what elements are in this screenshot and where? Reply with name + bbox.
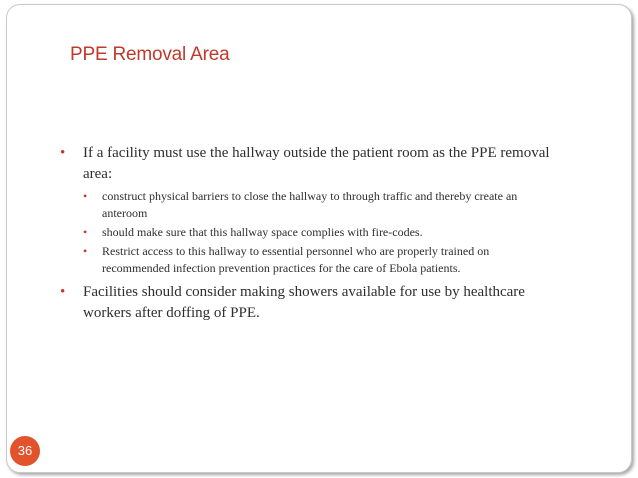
bullet-list	[60, 143, 560, 324]
sub-bullet-text: construct physical barriers to close the hallway to through traffic and thereby create an anteroom	[102, 189, 518, 220]
bullet-icon: •	[83, 244, 88, 258]
bullet-item-1	[60, 143, 560, 277]
sub-bullet-text: Restrict access to this hallway to essential personnel who are properly trained on recommended infection prevention practices for the care of Ebola patients.	[102, 244, 490, 275]
sub-bullet-item-1	[83, 188, 560, 222]
bullet-icon: •	[60, 145, 66, 161]
bullet-icon: •	[83, 225, 88, 239]
bullet-icon: •	[60, 284, 66, 300]
sub-bullet-list	[83, 188, 560, 277]
bullet-text: Facilities should consider making showers available for use by healthcare workers after doffing of PPE.	[83, 284, 525, 321]
sub-bullet-item-2	[83, 224, 560, 241]
slide-title: PPE Removal Area	[70, 44, 230, 65]
slide-content	[60, 143, 560, 329]
sub-bullet-item-3	[83, 243, 560, 277]
bullet-icon: •	[83, 189, 88, 203]
bullet-item-2	[60, 282, 560, 324]
sub-bullet-text: should make sure that this hallway space complies with fire-codes.	[102, 225, 423, 239]
bullet-text: If a facility must use the hallway outside the patient room as the PPE removal area:	[83, 145, 550, 182]
page-number-badge: 36	[10, 436, 40, 466]
